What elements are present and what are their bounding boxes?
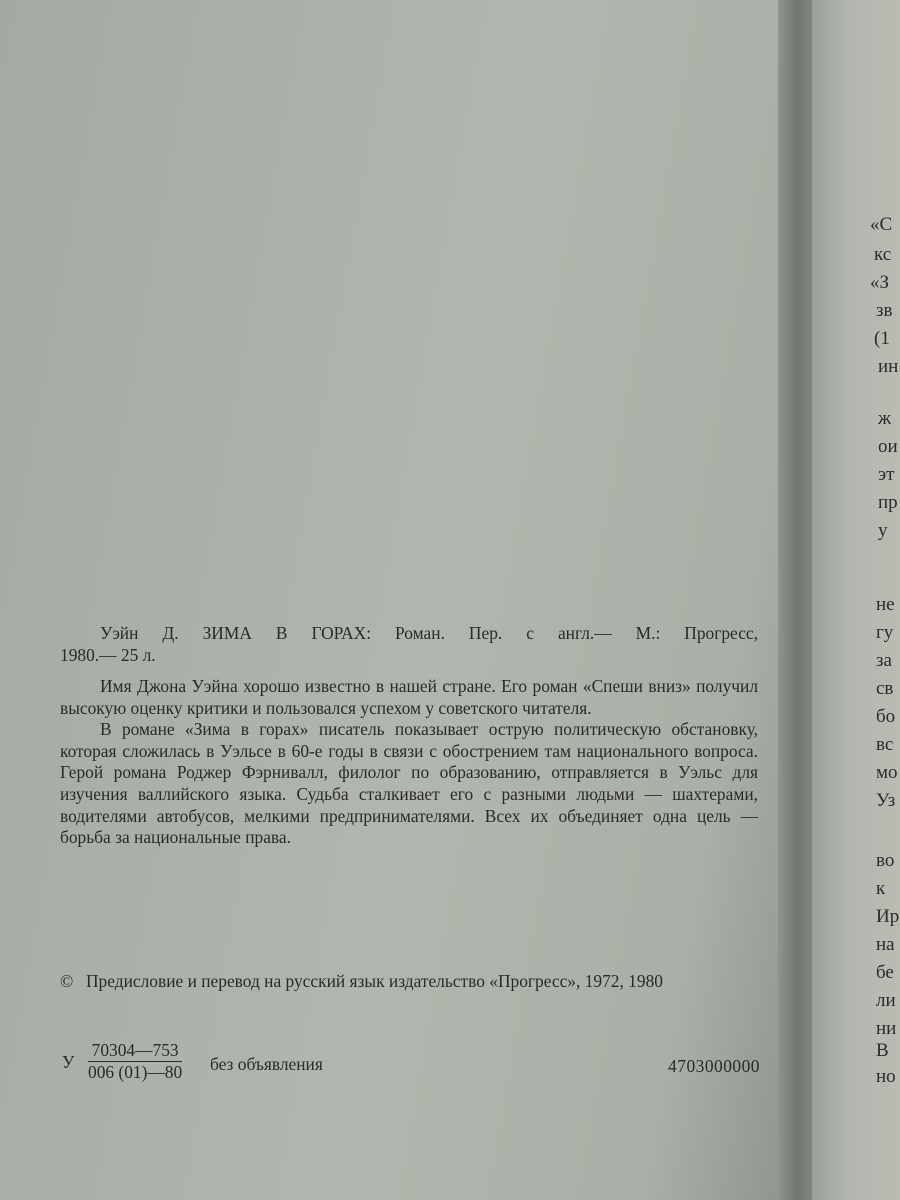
catalog-fraction [88, 1040, 182, 1083]
right-page-fragment: «З [870, 272, 890, 293]
catalog-letter: У [62, 1052, 75, 1072]
right-page-fragment: гу [876, 622, 894, 643]
bibliographic-citation [60, 623, 758, 666]
right-page-fragment: но [876, 1066, 896, 1087]
right-page-fragment: ж [878, 408, 892, 429]
right-page-fragment: не [876, 594, 895, 615]
no-announcement-note: без объявления [210, 1054, 323, 1074]
copyright-text: Предисловие и перевод на русский язык издательство «Прогресс», 1972, 1980 [86, 971, 663, 991]
annotation-paragraph-2: В романе «Зима в горах» писатель показывает острую политическую обстановку, которая сложилась в Уэльсе в 60-е годы в связи с обострением там национального вопроса. Герой романа Роджер Фэрнивалл, филолог по образованию, отправляется в Уэльс для изучения валлийского языка. Судьба сталкивает его с разными людьми — шахтерами, водителями автобусов, мелкими предпринимателями. Всех их объединяет одна цель — борьба за национальные права. [60, 719, 758, 848]
right-page-fragment: мо [876, 762, 898, 783]
right-page-fragment: эт [878, 464, 895, 485]
right-page-fragment: (1 [874, 328, 890, 349]
right-page-fragment: кс [874, 244, 892, 265]
right-page-fragment: у [878, 520, 888, 541]
copyright-icon: © [60, 971, 74, 991]
right-page-fragment: В [876, 1040, 889, 1061]
catalog-numerator: 70304—753 [91, 1040, 179, 1060]
right-page-fragment: ли [876, 990, 896, 1011]
right-page-fragment: вс [876, 734, 894, 755]
right-page-fragment: бо [876, 706, 896, 727]
right-page-fragment: во [876, 850, 895, 871]
right-page-fragment: пр [878, 492, 898, 513]
right-page-fragment: зв [876, 300, 893, 321]
right-page-fragment: св [876, 678, 894, 699]
right-page-fragment: «С [870, 214, 893, 235]
right-page-fragment: ин [878, 356, 899, 377]
copyright-notice [60, 971, 794, 993]
book-annotation [60, 676, 758, 849]
right-page-fragment: бе [876, 962, 894, 983]
right-page-fragment: ои [878, 436, 898, 457]
right-page-fragment: Уз [876, 790, 896, 811]
catalog-code: 4703000000 [668, 1056, 760, 1076]
right-page-fragment: за [876, 650, 892, 671]
right-page [812, 0, 900, 1200]
right-page-fragment: к [876, 878, 886, 899]
right-page-fragment: Ир [876, 906, 900, 927]
citation-line-2: 1980.— 25 л. [60, 644, 156, 665]
annotation-paragraph-1: Имя Джона Уэйна хорошо известно в нашей стране. Его роман «Спеши вниз» получил высокую оценку критики и пользовался успехом у советского читателя. [60, 676, 758, 718]
right-page-fragment: ни [876, 1018, 897, 1039]
right-page-fragment: на [876, 934, 895, 955]
citation-line-1: Уэйн Д. ЗИМА В ГОРАХ: Роман. Пер. с англ.— М.: Прогресс, [100, 623, 758, 643]
catalog-row [62, 1040, 760, 1090]
catalog-denominator: 006 (01)—80 [88, 1062, 183, 1082]
